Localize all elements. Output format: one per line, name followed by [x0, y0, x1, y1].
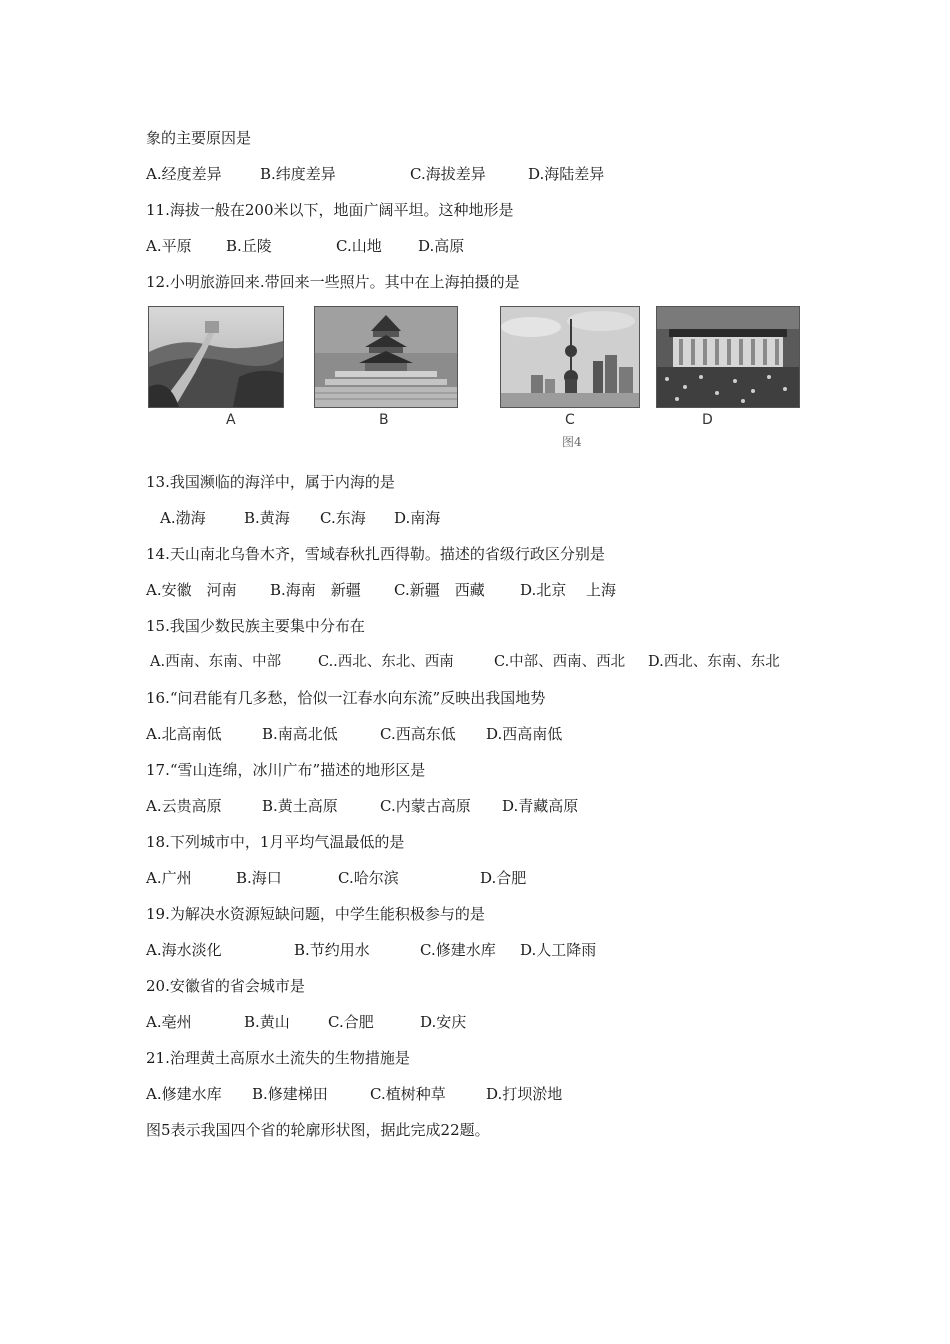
option-a: A.云贵高原 [146, 797, 222, 815]
question-text: 21.治理黄土高原水土流失的生物措施是 [146, 1049, 410, 1067]
question-text: 16.“问君能有几多愁，恰似一江春水向东流”反映出我国地势 [146, 689, 546, 707]
question-17 [146, 760, 425, 780]
option-a: A.亳州 [146, 1013, 192, 1031]
option-a: A.安徽 河南 [146, 581, 237, 599]
question-text: 18.下列城市中，1月平均气温最低的是 [146, 833, 405, 851]
option-b: B.修建梯田 [252, 1085, 328, 1103]
option-b: B.节约用水 [294, 941, 370, 959]
question-11 [146, 200, 514, 220]
question-text: 12.小明旅游回来.带回来一些照片。其中在上海拍摄的是 [146, 273, 520, 291]
option-d: D.西高南低 [486, 725, 563, 743]
option-c: C.东海 [320, 509, 366, 527]
option-c: C.修建水库 [420, 941, 496, 959]
option-b: B.黄海 [244, 509, 290, 527]
question-text: 14.天山南北乌鲁木齐，雪域春秋扎西得勒。描述的省级行政区分别是 [146, 545, 605, 563]
option-c: C.西高东低 [380, 725, 456, 743]
option-a: A.北高南低 [146, 725, 222, 743]
question-18 [146, 832, 404, 852]
option-c: C.合肥 [328, 1013, 374, 1031]
option-c: C.植树种草 [370, 1085, 446, 1103]
question-16 [146, 688, 545, 708]
option-a: A.平原 [146, 237, 192, 255]
photo-d-great-hall [656, 306, 800, 408]
great-wall-image [149, 307, 283, 407]
question-14 [146, 544, 605, 564]
question-10-tail [146, 128, 251, 148]
temple-of-heaven-image [315, 307, 457, 407]
option-a: A.海水淡化 [146, 941, 222, 959]
question-text: 17.“雪山连绵，冰川广布”描述的地形区是 [146, 761, 426, 779]
option-a: A.修建水库 [146, 1085, 222, 1103]
photo-a-great-wall [148, 306, 284, 408]
option-a: A.西南、东南、中部 [150, 654, 282, 670]
option-c: C.中部、西南、西北 [494, 654, 626, 670]
option-d: D.青藏高原 [502, 797, 579, 815]
option-b: B.黄土高原 [262, 797, 338, 815]
option-d: D.安庆 [420, 1013, 467, 1031]
option-b: B.南高北低 [262, 725, 338, 743]
question-text: 11.海拔一般在200米以下，地面广阔平坦。这种地形是 [146, 201, 514, 219]
figure-4-photos [144, 302, 810, 452]
option-c: C.海拔差异 [410, 165, 486, 183]
option-d: D.人工降雨 [520, 941, 597, 959]
option-b: B.黄山 [244, 1013, 290, 1031]
option-c: C.山地 [336, 237, 382, 255]
option-c: C.内蒙古高原 [380, 797, 471, 815]
photo-label-d: D [702, 412, 713, 428]
option-d: D.打坝淤地 [486, 1085, 563, 1103]
option-b: C..西北、东北、西南 [318, 654, 454, 670]
option-b: B.丘陵 [226, 237, 272, 255]
photo-label-a: A [226, 412, 236, 428]
photo-label-b: B [379, 412, 389, 428]
option-b: B.海南 新疆 [270, 581, 361, 599]
option-d: D.西北、东南、东北 [648, 654, 780, 670]
great-hall-image [657, 307, 799, 407]
option-c: C.哈尔滨 [338, 869, 399, 887]
question-20 [146, 976, 305, 996]
option-d: D.南海 [394, 509, 441, 527]
question-text: 19.为解决水资源短缺问题，中学生能积极参与的是 [146, 905, 485, 923]
option-d: D.海陆差异 [528, 165, 605, 183]
question-15 [146, 616, 365, 636]
question-text: 13.我国濒临的海洋中，属于内海的是 [146, 473, 395, 491]
option-a: A.广州 [146, 869, 192, 887]
question-12 [146, 272, 520, 292]
option-d: D.合肥 [480, 869, 527, 887]
photo-b-temple-of-heaven [314, 306, 458, 408]
option-d: D.北京 上海 [520, 581, 617, 599]
photo-label-c: C [565, 412, 575, 428]
question-text: 15.我国少数民族主要集中分布在 [146, 617, 365, 635]
option-d: D.高原 [418, 237, 465, 255]
photo-c-shanghai-skyline [500, 306, 640, 408]
question-text: 象的主要原因是 [146, 129, 252, 147]
option-c: C.新疆 西藏 [394, 581, 485, 599]
question-text: 图5表示我国四个省的轮廓形状图，据此完成22题。 [146, 1121, 490, 1139]
option-a: A.渤海 [160, 509, 206, 527]
option-b: B.纬度差异 [260, 165, 336, 183]
question-22-intro [146, 1120, 490, 1140]
shanghai-skyline-image [501, 307, 639, 407]
figure-caption: 图4 [562, 435, 582, 449]
option-b: B.海口 [236, 869, 282, 887]
question-13 [146, 472, 395, 492]
question-19 [146, 904, 485, 924]
question-text: 20.安徽省的省会城市是 [146, 977, 305, 995]
option-a: A.经度差异 [146, 165, 222, 183]
question-21 [146, 1048, 410, 1068]
